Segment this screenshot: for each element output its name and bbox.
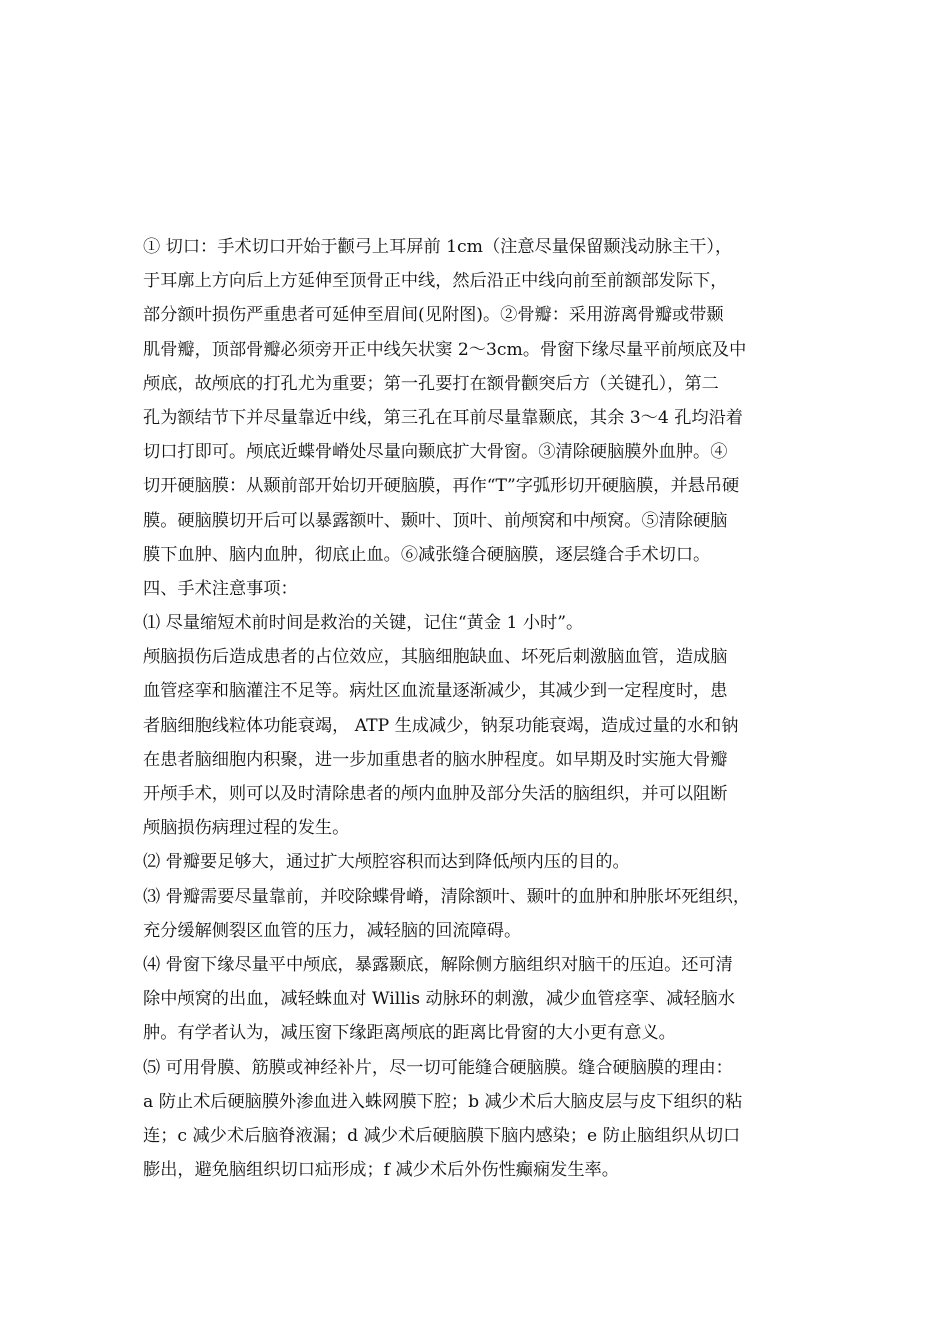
text-line: 切口打即可。颅底近蝶骨嵴处尽量向颞底扩大骨窗。③清除硬脑膜外血肿。④ bbox=[143, 442, 728, 463]
text-line: 部分额叶损伤严重患者可延伸至眉间(见附图)。②骨瓣：采用游离骨瓣或带颞 bbox=[143, 305, 724, 326]
text-line: 膜。硬脑膜切开后可以暴露额叶、颞叶、顶叶、前颅窝和中颅窝。⑤清除硬脑 bbox=[143, 510, 728, 531]
text-line: 肿。有学者认为，减压窗下缘距离颅底的距离比骨窗的大小更有意义。 bbox=[143, 1023, 676, 1044]
text-line: 开颅手术，则可以及时清除患者的颅内血肿及部分失活的脑组织，并可以阻断 bbox=[143, 784, 728, 804]
text-line: 颅底，故颅底的打孔尤为重要；第一孔要打在额骨颧突后方（关键孔），第二 bbox=[143, 373, 719, 394]
text-line: 颅脑损伤病理过程的发生。 bbox=[143, 818, 350, 839]
text-line: 肌骨瓣，顶部骨瓣必须旁开正中线矢状窦 2～3cm。骨窗下缘尽量平前颅底及中 bbox=[143, 339, 747, 360]
text-line: ⑶ 骨瓣需要尽量靠前，并咬除蝶骨嵴，清除额叶、颞叶的血肿和肿胀坏死组织， bbox=[143, 886, 751, 907]
text-line: ⑸ 可用骨膜、筋膜或神经补片，尽一切可能缝合硬脑膜。缝合硬脑膜的理由： bbox=[143, 1057, 733, 1078]
text-line: 连；c 减少术后脑脊液漏；d 减少术后硬脑膜下脑内感染；e 防止脑组织从切口 bbox=[143, 1125, 741, 1146]
text-line: ⑴ 尽量缩短术前时间是救治的关键，记住“黄金 1 小时”。 bbox=[143, 613, 584, 634]
text-line: ⑷ 骨窗下缘尽量平中颅底，暴露颞底，解除侧方脑组织对脑干的压迫。还可清 bbox=[143, 954, 733, 975]
text-line: 在患者脑细胞内积聚，进一步加重患者的脑水肿程度。如早期及时实施大骨瓣 bbox=[143, 749, 728, 770]
text-line: 者脑细胞线粒体功能衰竭， ATP 生成减少，钠泵功能衰竭，造成过量的水和钠 bbox=[143, 715, 739, 736]
text-line: 于耳廓上方向后上方延伸至顶骨正中线，然后沿正中线向前至前额部发际下， bbox=[143, 271, 728, 292]
text-line: 血管痉挛和脑灌注不足等。病灶区血流量逐渐减少，其减少到一定程度时，患 bbox=[143, 681, 728, 702]
text-line: 孔为额结节下并尽量靠近中线，第三孔在耳前尽量靠颞底，其余 3～4 孔均沿着 bbox=[143, 407, 743, 428]
text-line: 充分缓解侧裂区血管的压力，减轻脑的回流障碍。 bbox=[143, 920, 522, 941]
text-line: 颅脑损伤后造成患者的占位效应，其脑细胞缺血、坏死后刺激脑血管，造成脑 bbox=[143, 647, 728, 668]
text-line: ⑵ 骨瓣要足够大，通过扩大颅腔容积而达到降低颅内压的目的。 bbox=[143, 852, 630, 873]
text-line: ① 切口：手术切口开始于颧弓上耳屏前 1cm（注意尽量保留颞浅动脉主干）， bbox=[143, 237, 733, 257]
text-line: 除中颅窝的出血，减轻蛛血对 Willis 动脉环的刺激，减少血管痉挛、减轻脑水 bbox=[143, 989, 735, 1010]
text-line: 膨出，避免脑组织切口疝形成；f 减少术后外伤性癫痫发生率。 bbox=[143, 1160, 619, 1181]
text-line: 切开硬脑膜：从颞前部开始切开硬脑膜，再作“T”字弧形切开硬脑膜，并悬吊硬 bbox=[143, 476, 740, 497]
text-line: 膜下血肿、脑内血肿，彻底止血。⑥减张缝合硬脑膜，逐层缝合手术切口。 bbox=[143, 544, 711, 565]
section-heading: 四、手术注意事项： bbox=[143, 578, 298, 599]
document-body bbox=[143, 230, 811, 1187]
text-line: a 防止术后硬脑膜外渗血进入蛛网膜下腔；b 减少术后大脑皮层与皮下组织的粘 bbox=[143, 1091, 743, 1112]
